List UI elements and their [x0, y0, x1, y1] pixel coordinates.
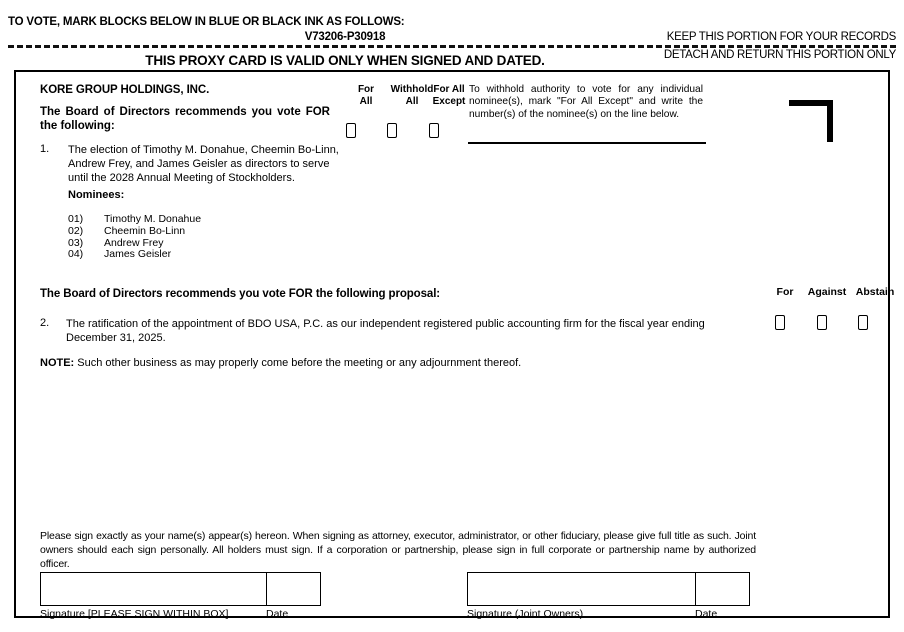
proposal-2-number: 2.	[40, 317, 50, 329]
registration-corner-mark	[789, 100, 833, 142]
column-header-for-all-except-line2: Except	[432, 95, 466, 107]
signature-label-joint: Signature (Joint Owners)	[467, 608, 584, 620]
signature-input-joint[interactable]	[467, 572, 696, 606]
proposal-2-text-line2: December 31, 2025.	[66, 332, 166, 345]
signature-date-input-joint[interactable]	[695, 572, 750, 606]
nominee-name: James Geisler	[104, 248, 172, 261]
nominee-name: Cheemin Bo-Linn	[104, 224, 186, 237]
column-header-withhold-all-line2: All	[405, 95, 419, 107]
nominee-index: 02)	[68, 224, 84, 237]
signature-date-label-joint: Date	[695, 608, 718, 620]
column-header-for: For	[776, 286, 794, 298]
signature-block-primary	[40, 572, 321, 620]
nominee-exception-write-in-line[interactable]	[468, 142, 706, 144]
column-header-for-all	[346, 84, 386, 107]
note-label: NOTE:	[40, 357, 75, 369]
company-name: KORE GROUP HOLDINGS, INC.	[40, 84, 210, 96]
corner-mark-vertical-bar	[827, 100, 833, 142]
nominee-name: Timothy M. Donahue	[104, 213, 202, 225]
checkbox-proposal1-for-all[interactable]	[346, 123, 356, 138]
column-header-for-all-except-line1: For All	[433, 84, 465, 95]
signature-date-label-primary: Date	[266, 608, 289, 620]
validity-notice: THIS PROXY CARD IS VALID ONLY WHEN SIGNED AND DATED.	[145, 53, 545, 68]
checkbox-proposal1-for-all-except[interactable]	[429, 123, 439, 138]
vote-marking-instruction: TO VOTE, MARK BLOCKS BELOW IN BLUE OR BLACK INK AS FOLLOWS:	[8, 16, 405, 28]
proposal-2-text	[66, 317, 746, 346]
perforation-divider	[8, 45, 896, 48]
column-header-for-all-line2: All	[359, 95, 373, 107]
control-number: V73206-P30918	[304, 31, 386, 43]
checkbox-proposal1-withhold-all[interactable]	[387, 123, 397, 138]
proposal-1-text: The election of Timothy M. Donahue, Cheemin Bo-Linn, Andrew Frey, and James Geisler as directors to serve until the 2028 Annual Meeting of Stockholders.	[68, 144, 339, 185]
nominee-item	[68, 249, 201, 261]
nominee-name: Andrew Frey	[104, 236, 164, 249]
board-recommendation-directors: The Board of Directors recommends you vote FOR the following:	[40, 106, 330, 133]
signature-block-joint	[467, 572, 750, 620]
column-header-abstain: Abstain	[855, 286, 895, 298]
detach-portion-notice: DETACH AND RETURN THIS PORTION ONLY	[663, 49, 896, 61]
nominee-item	[68, 214, 201, 226]
keep-portion-notice: KEEP THIS PORTION FOR YOUR RECORDS	[666, 31, 896, 43]
board-recommendation-proposal: The Board of Directors recommends you vote FOR the following proposal:	[40, 288, 441, 300]
signature-date-input-primary[interactable]	[266, 572, 321, 606]
nominee-index: 04)	[68, 248, 84, 261]
proposal-1-number: 1.	[40, 143, 50, 155]
signature-instructions: Please sign exactly as your name(s) appear(s) hereon. When signing as attorney, executor, administrator, or other fiduciary, please give full title as such. Joint owners should each sign personally. All holders must sign. If a corporation or partnership, please sign in full corporate or partnership name by authorized officer.	[40, 530, 756, 570]
nominee-item	[68, 226, 201, 238]
proxy-card-body	[14, 70, 895, 620]
signature-input-primary[interactable]	[40, 572, 267, 606]
nominees-label: Nominees:	[68, 189, 125, 201]
nominee-index: 03)	[68, 236, 84, 249]
checkbox-proposal2-against[interactable]	[817, 315, 827, 330]
column-header-for-all-line1: For	[357, 84, 375, 95]
column-header-against: Against	[807, 286, 847, 298]
nominee-list	[68, 214, 201, 261]
checkbox-proposal2-for[interactable]	[775, 315, 785, 330]
proposal-2-text-line1: The ratification of the appointment of BDO USA, P.C. as our independent registered public accounting firm for the fiscal year ending	[66, 318, 705, 330]
nominee-index: 01)	[68, 213, 84, 225]
signature-label-primary: Signature [PLEASE SIGN WITHIN BOX]	[40, 608, 229, 620]
column-header-withhold-all-line1: Withhold	[390, 84, 434, 95]
note-text: Such other business as may properly come before the meeting or any adjournment thereof.	[74, 357, 522, 369]
checkbox-proposal2-abstain[interactable]	[858, 315, 868, 330]
withhold-authority-instruction: To withhold authority to vote for any individual nominee(s), mark "For All Except" and write the number(s) of the nominee(s) on the line below.	[469, 84, 703, 120]
column-header-for-all-except	[422, 84, 476, 107]
other-business-note	[40, 357, 521, 369]
